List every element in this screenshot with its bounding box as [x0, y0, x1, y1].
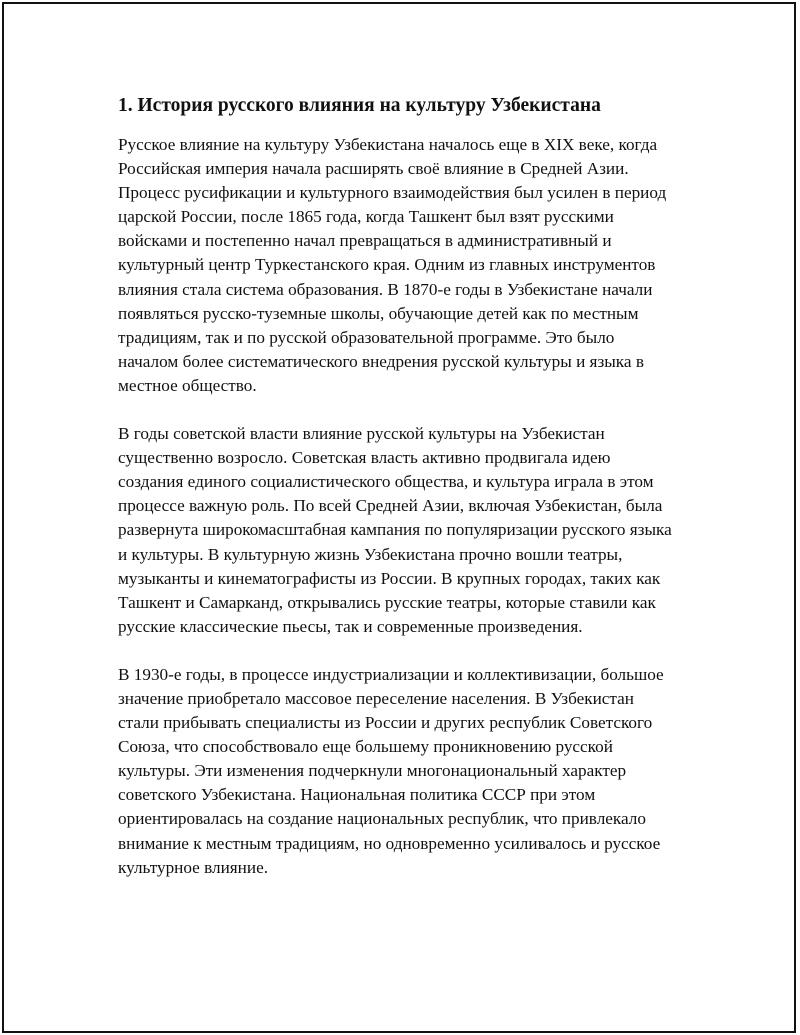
paragraph-3: В 1930-е годы, в процессе индустриализации и коллективизации, большое значение приобретало массовое переселение населения. В Узбекистан стали прибывать специалисты из России и других республик Советского Союза, что способствовало еще большему проникновению русской культуры. Эти изменения подчеркнули многонациональный характер советского Узбекистана. Национальная политика СССР при этом ориентировалась на создание национальных республик, что привлекало внимание к местным традициям, но одновременно усиливалось и русское культурное влияние. [118, 664, 664, 877]
paragraph-1: Русское влияние на культуру Узбекистана началось еще в XIX веке, когда Российская империя начала расширять своё влияние в Средней Азии. Процесс русификации и культурного взаимодействия был усилен в период царской России, после 1865 года, когда Ташкент был взят русскими войсками и постепенно начал превращаться в административный и культурный центр Туркестанского края. Одним из главных инструментов влияния стала система образования. В 1870-е годы в Узбекистане начали появляться русско-туземные школы, обучающие детей как по местным традициям, так и по русской образовательной программе. Это было началом более систематического внедрения русской культуры и языка в местное общество. [118, 135, 667, 395]
section-heading: 1. История русского влияния на культуру Узбекистана [118, 95, 601, 116]
paragraph-2: В годы советской власти влияние русской культуры на Узбекистан существенно возросло. Советская власть активно продвигала идею создания единого социалистического общества, и культура играла в этом процессе важную роль. По всей Средней Азии, включая Узбекистан, была развернута широкомасштабная кампания по популяризации русского языка и культуры. В культурную жизнь Узбекистана прочно вошли театры, музыканты и кинематографисты из России. В крупных городах, таких как Ташкент и Самарканд, открывались русские театры, которые ставили как русские классические пьесы, так и современные произведения. [118, 424, 672, 636]
document-body [118, 93, 678, 904]
